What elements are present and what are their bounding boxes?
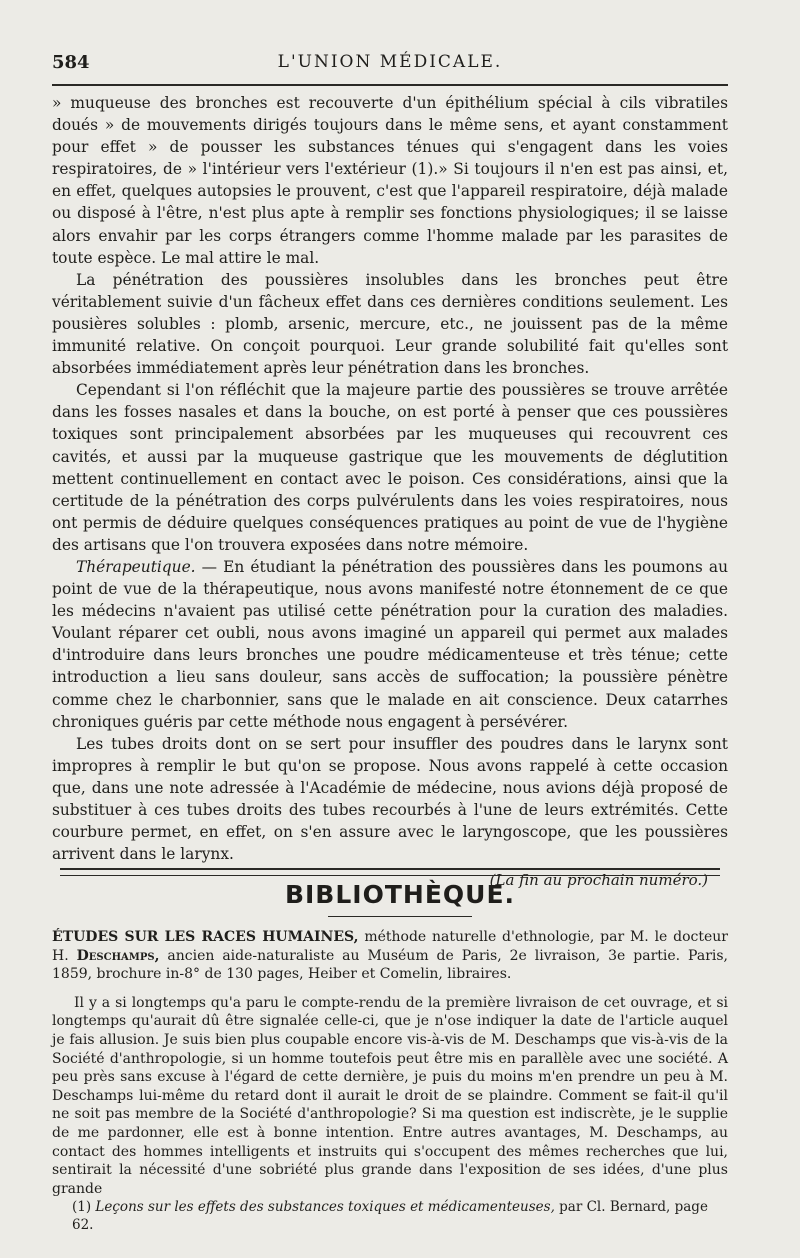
title-underline: [328, 916, 472, 917]
footnote: [72, 1198, 728, 1234]
footnote-marker: (1): [72, 1199, 96, 1215]
book-author: Deschamps,: [76, 947, 160, 964]
footnote-source: par Cl. Bernard, page 62.: [72, 1199, 708, 1233]
footnote-title: Leçons sur les effets des substances toxiques et médicamenteuses,: [95, 1199, 555, 1215]
book-subtitle: méthode naturelle d'ethnologie, par M. le docteur H.: [52, 929, 729, 964]
paragraph-3: Cependant si l'on réfléchit que la majeure partie des poussières se trouve arrêtée dans les fosses nasales et dans la bouche, on est porté à penser que ces poussières toxiques sont principalement absorbées par les muqueuses qui recouvrent ces cavités, et aussi par la muqueuse gastrique que les mouvements de déglutition mettent continuellement en contact avec le poison. Ces considérations, ainsi que la certitude de la pénétration des corps pulvérulents dans les voies respiratoires, nous ont permis de déduire quelques conséquences pratiques au point de vue de l'hygiène des artisans que l'on trouvera exposées dans notre mémoire.: [52, 381, 728, 554]
review-paragraph: Il y a si longtemps qu'a paru le compte-rendu de la première livraison de cet ouvrage, et si longtemps qu'aurait dû être signalée celle-ci, que je n'ose indiquer la date de l'article auquel je fais allusion. Je suis bien plus coupable encore vis-à-vis de M. Deschamps que vis-à-vis de la Société d'anthropologie, si un homme toutefois peut être mis en parallèle avec une société. A peu près sans excuse à l'égard de cette dernière, je puis du moins m'en prendre un peu à M. Deschamps lui-même du retard dont il aurait le droit de se plaindre. Comment se fait-il qu'il ne soit pas membre de la Société d'anthropologie? Si ma question est indiscrète, je le supplie de me pardonner, elle est à bonne intention. Entre autres avantages, M. Deschamps, au contact des hommes intelligents et instruits qui s'occupent des mêmes recherches que lui, sentirait la nécessité d'une sobriété plus grande dans l'exposition de ses idées, d'une plus grande: [52, 994, 728, 1197]
article-body: [52, 92, 728, 891]
book-entry: [52, 928, 728, 984]
paragraph-4-text: — En étudiant la pénétration des poussières dans les poumons au point de vue de la thérapeutique, nous avons manifesté notre étonnement de ce que les médecins n'avaient pas utilisé cette pénétration pour la curation des maladies. Voulant réparer cet oubli, nous avons imaginé un appareil qui permet aux malades d'introduire dans leurs bronches une poudre médicamenteuse et très ténue; cette introduction a lieu sans douleur, sans accès de suffocation; la poussière pénètre comme chez le charbonnier, sans que le malade en ait conscience. Deux catarrhes chroniques guéris par cette méthode nous engagent à persévérer.: [52, 557, 728, 731]
header-rule: [52, 84, 728, 86]
running-header: [52, 52, 728, 76]
section-divider: [60, 868, 720, 876]
section-title: BIBLIOTHÈQUE.: [284, 880, 516, 909]
page-number: 584: [52, 52, 90, 73]
book-title: ÉTUDES SUR LES RACES HUMAINES,: [52, 929, 359, 945]
paragraph-5: Les tubes droits dont on se sert pour insuffler des poudres dans le larynx sont impropres à remplir le but qu'on se propose. Nous avons rappelé à cette occasion que, dans une note adressée à l'Académie de médecine, nous avions déjà proposé de substituer à ces tubes droits des tubes recourbés à l'une de leurs extrémités. Cette courbure permet, en effet, on s'en assure avec le laryngoscope, que les poussières arrivent dans le larynx.: [52, 734, 728, 864]
continuation-note: (La fin au prochain numéro.): [489, 871, 708, 890]
journal-title: L'UNION MÉDICALE.: [277, 52, 503, 72]
therapeutique-label: Thérapeutique.: [76, 557, 196, 576]
paragraph-2: La pénétration des poussières insolubles dans les bronches peut être véritablement suivie d'un fâcheux effet dans ces dernières conditions seulement. Les pousières solubles : plomb, arsenic, mercure, etc., ne jouissent pas de la même immunité relative. On conçoit pourquoi. Leur grande solubilité fait qu'elles sont absorbées immédiatement après leur pénétration dans les bronches.: [52, 270, 728, 378]
bibliography-section: [52, 928, 728, 1198]
paragraph-1: » muqueuse des bronches est recouverte d'un épithélium spécial à cils vibratiles doués » de mouvements dirigés toujours dans le même sens, et ayant constamment pour effet » de pousser les substances ténues qui s'engagent dans les voies respiratoires, de » l'intérieur vers l'extérieur (1).» Si toujours il n'en est pas ainsi, et, en effet, quelques autopsies le prouvent, c'est que l'appareil respiratoire, déjà malade ou disposé à l'être, n'est plus apte à remplir ses fonctions physiologiques; il se laisse alors envahir par les corps étrangers comme l'homme malade par les parasites de toute espèce. Le mal attire le mal.: [52, 94, 728, 267]
book-details: ancien aide-naturaliste au Muséum de Paris, 2e livraison, 3e partie. Paris, 1859, brochure in-8° de 130 pages, Heiber et Comelin, libraires.: [52, 947, 728, 983]
paragraph-4: [52, 556, 728, 733]
